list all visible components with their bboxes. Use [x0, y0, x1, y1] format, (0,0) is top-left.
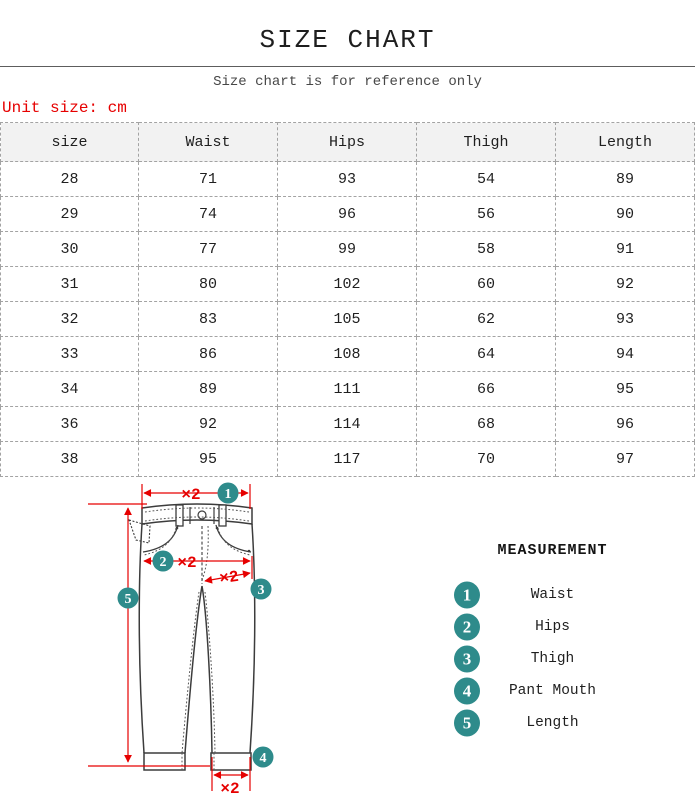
table-cell: 38 — [1, 442, 139, 477]
table-cell: 71 — [139, 162, 278, 197]
table-row — [1, 162, 695, 197]
table-row — [1, 267, 695, 302]
table-cell: 83 — [139, 302, 278, 337]
table-cell: 99 — [278, 232, 417, 267]
table-cell: 60 — [417, 267, 556, 302]
left-cuff — [144, 753, 185, 770]
measurement-number-badge: 1 — [454, 582, 480, 609]
table-row — [1, 337, 695, 372]
legend-label: Thigh — [530, 651, 575, 667]
pants-drawing — [129, 504, 255, 770]
right-pocket — [216, 525, 251, 552]
table-cell: 102 — [278, 267, 417, 302]
pocket-rivet — [248, 550, 251, 553]
legend-label: Pant Mouth — [508, 683, 596, 699]
table-cell: 74 — [139, 197, 278, 232]
measurement-diagram-section — [0, 470, 695, 812]
badge-5-number: 5 — [124, 592, 132, 607]
table-cell: 33 — [1, 337, 139, 372]
diagram-badges — [118, 483, 274, 768]
table-row — [1, 407, 695, 442]
table-cell: 89 — [139, 372, 278, 407]
table-cell: 36 — [1, 407, 139, 442]
column-header-thigh: Thigh — [417, 123, 556, 162]
column-header-hips: Hips — [278, 123, 417, 162]
table-cell: 92 — [139, 407, 278, 442]
thigh-x2-label: ×2 — [218, 567, 240, 589]
table-row — [1, 197, 695, 232]
table-cell: 31 — [1, 267, 139, 302]
length-annotation — [88, 504, 210, 766]
table-cell: 95 — [556, 372, 695, 407]
table-cell: 29 — [1, 197, 139, 232]
table-cell: 97 — [556, 442, 695, 477]
measurement-number-badge: 4 — [454, 678, 480, 705]
unit-note: Unit size: cm — [2, 99, 127, 117]
table-cell: 108 — [278, 337, 417, 372]
size-table — [0, 122, 695, 477]
legend-label: Length — [526, 715, 579, 731]
measurement-legend — [405, 540, 695, 739]
table-cell: 64 — [417, 337, 556, 372]
table-cell: 70 — [417, 442, 556, 477]
table-cell: 66 — [417, 372, 556, 407]
table-cell: 54 — [417, 162, 556, 197]
table-cell: 90 — [556, 197, 695, 232]
legend-item-length — [405, 707, 695, 739]
measurement-number-badge: 5 — [454, 710, 480, 737]
legend-items — [405, 579, 695, 739]
table-cell: 89 — [556, 162, 695, 197]
belt-loop — [219, 505, 226, 526]
badge-3-number: 3 — [257, 583, 265, 598]
table-cell: 68 — [417, 407, 556, 442]
column-header-size: size — [1, 123, 139, 162]
table-cell: 30 — [1, 232, 139, 267]
table-row — [1, 302, 695, 337]
table-cell: 96 — [278, 197, 417, 232]
table-cell: 34 — [1, 372, 139, 407]
reference-note: Size chart is for reference only — [213, 74, 482, 90]
badge-1-number: 1 — [224, 487, 232, 502]
table-cell: 94 — [556, 337, 695, 372]
table-cell: 93 — [278, 162, 417, 197]
table-cell: 86 — [139, 337, 278, 372]
measurement-number-badge: 2 — [454, 614, 480, 641]
table-cell: 105 — [278, 302, 417, 337]
pant-mouth-x2-label: ×2 — [220, 780, 240, 798]
column-header-waist: Waist — [139, 123, 278, 162]
legend-label: Waist — [530, 587, 575, 603]
table-cell: 62 — [417, 302, 556, 337]
legend-item-thigh — [405, 643, 695, 675]
waistband — [142, 504, 252, 524]
size-table-head — [1, 123, 695, 162]
table-row — [1, 372, 695, 407]
waist-x2-label: ×2 — [181, 486, 201, 504]
table-row — [1, 232, 695, 267]
waist-button — [198, 511, 206, 519]
table-cell: 96 — [556, 407, 695, 442]
table-header-row — [1, 123, 695, 162]
page-title: SIZE CHART — [259, 25, 436, 55]
table-cell: 92 — [556, 267, 695, 302]
legend-item-hips — [405, 611, 695, 643]
measurement-number-badge: 3 — [454, 646, 480, 673]
right-cuff — [211, 753, 251, 770]
hips-x2-label: ×2 — [177, 554, 197, 572]
column-header-length: Length — [556, 123, 695, 162]
legend-item-pant-mouth — [405, 675, 695, 707]
table-cell: 28 — [1, 162, 139, 197]
table-cell: 80 — [139, 267, 278, 302]
table-cell: 95 — [139, 442, 278, 477]
table-cell: 111 — [278, 372, 417, 407]
pants-measurement-diagram — [85, 470, 335, 812]
table-cell: 93 — [556, 302, 695, 337]
header-divider — [0, 66, 695, 67]
badge-2-number: 2 — [159, 555, 167, 570]
table-cell: 58 — [417, 232, 556, 267]
left-pocket — [143, 525, 178, 552]
table-cell: 114 — [278, 407, 417, 442]
size-table-body — [1, 162, 695, 477]
legend-title: MEASUREMENT — [497, 542, 608, 559]
table-cell: 32 — [1, 302, 139, 337]
legend-label: Hips — [535, 619, 570, 635]
table-cell: 56 — [417, 197, 556, 232]
badge-4-number: 4 — [259, 751, 267, 766]
legend-item-waist — [405, 579, 695, 611]
table-cell: 91 — [556, 232, 695, 267]
table-cell: 77 — [139, 232, 278, 267]
table-cell: 117 — [278, 442, 417, 477]
